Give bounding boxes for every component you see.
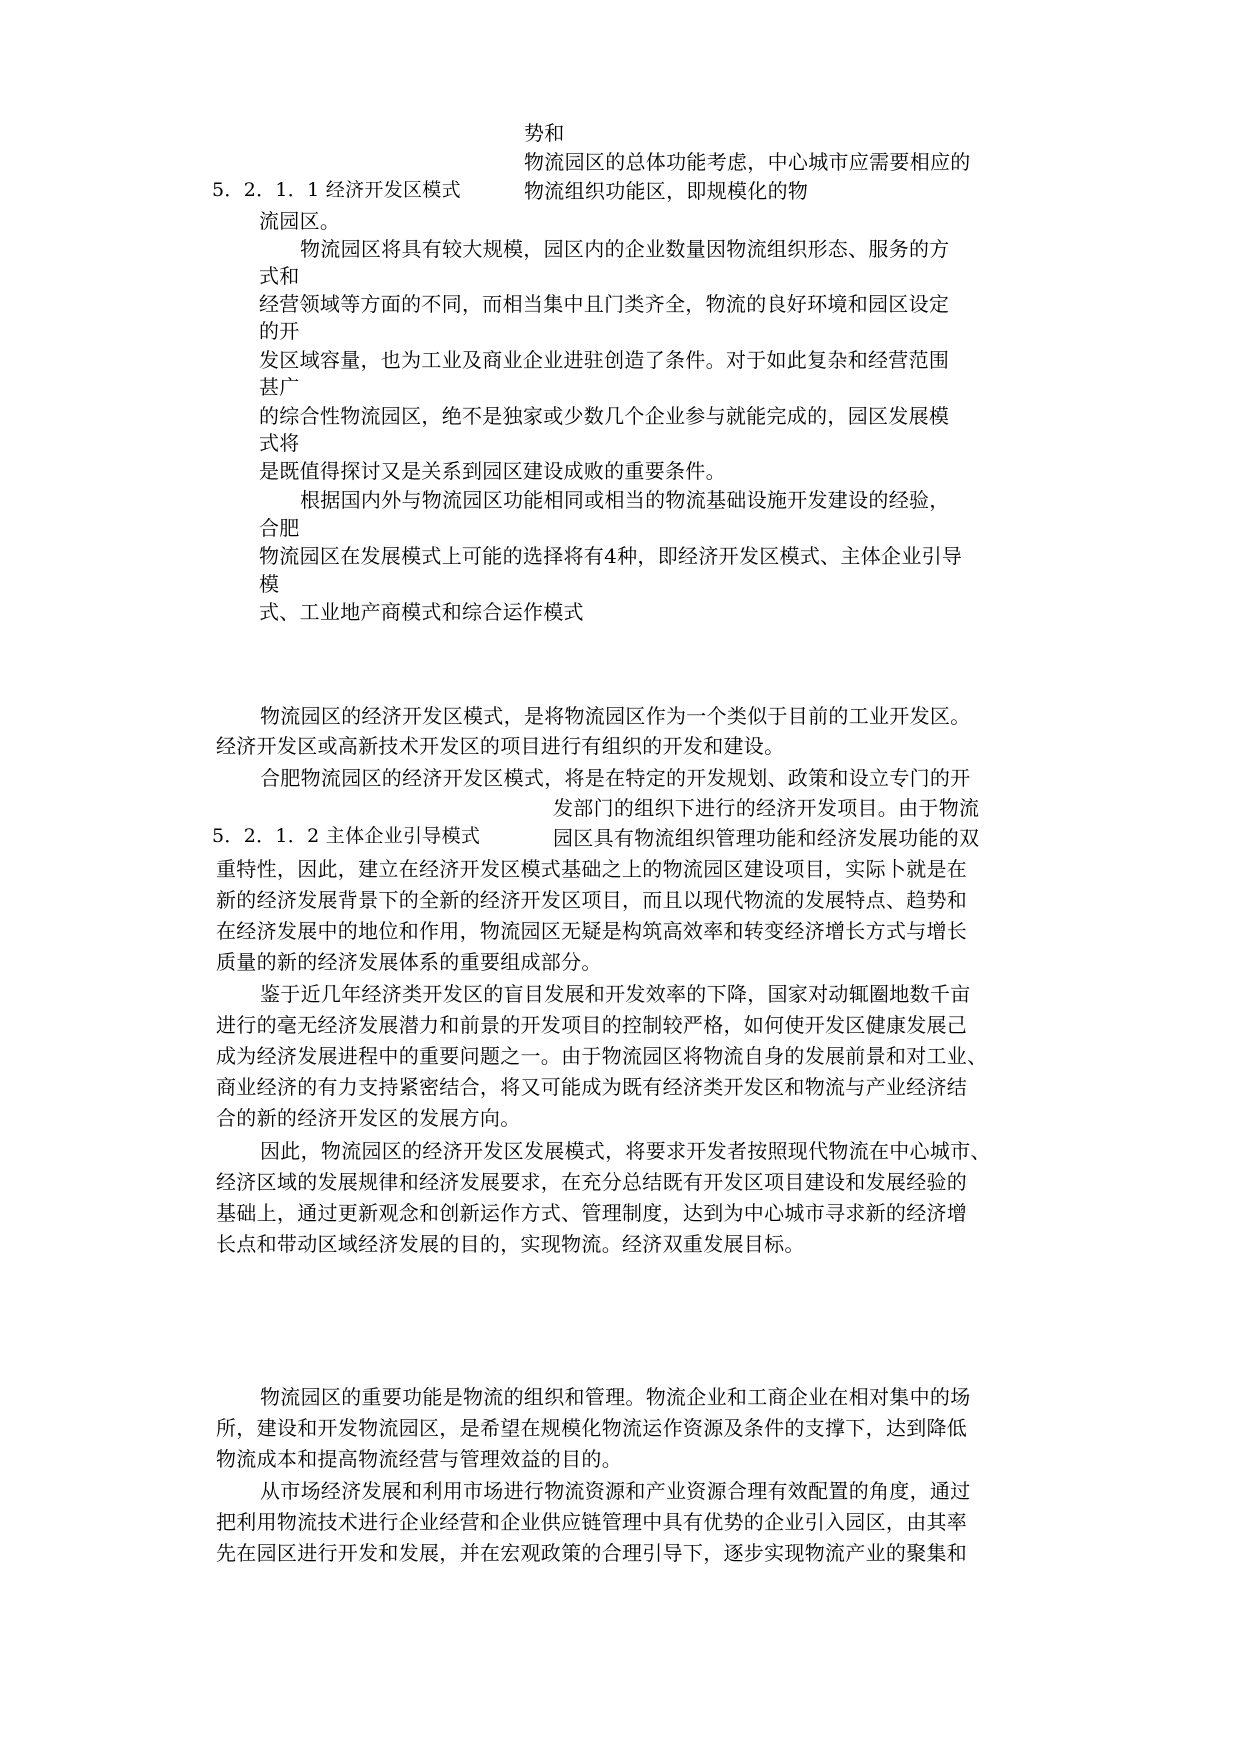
text-line: 把利用物流技术进行企业经营和企业供应链管理中具有优势的企业引入园区，由其率 (216, 1510, 968, 1534)
text-line: 鉴于近几年经济类开发区的盲目发展和开发效率的下降，国家对动辄圈地数千亩 (260, 982, 971, 1006)
text-line: 物流园区的经济开发区模式，是将物流园区作为一个类似于目前的工业开发区。 (260, 704, 971, 728)
text-line: 所，建设和开发物流园区，是希望在规模化物流运作资源及条件的支撑下，达到降低 (216, 1416, 968, 1440)
text-line: 在经济发展中的地位和作用，物流园区无疑是构筑高效率和转变经济增长方式与增长 (216, 919, 968, 943)
text-line: 流园区。 (259, 209, 341, 233)
text-line: 甚广 (259, 375, 300, 399)
text-line: 因此，物流园区的经济开发区发展模式，将要求开发者按照现代物流在中心城市、 (260, 1139, 991, 1163)
text-line: 物流组织功能区，即规模化的物 (524, 179, 809, 203)
text-line: 基础上，通过更新观念和创新运作方式、管理制度，达到为中心城市寻求新的经济增 (216, 1201, 968, 1225)
text-line: 物流园区的总体功能考虑，中心城市应需要相应的 (524, 150, 971, 174)
text-line: 经营领域等方面的不同，而相当集中且门类齐全，物流的良好环境和园区设定 (259, 292, 950, 316)
text-line: 经济区域的发展规律和经济发展要求，在充分总结既有开发区项目建设和发展经验的 (216, 1170, 968, 1194)
text-line: 是既值得探讨又是关系到园区建设成败的重要条件。 (259, 459, 726, 483)
text-line: 从市场经济发展和利用市场进行物流资源和产业资源合理有效配置的角度，通过 (260, 1479, 971, 1503)
text-line: 的综合性物流园区，绝不是独家或少数几个企业参与就能完成的，园区发展模 (259, 404, 950, 428)
text-line: 经济开发区或高新技术开发区的项目进行有组织的开发和建设。 (216, 734, 785, 758)
text-line: 发部门的组织下进行的经济开发项目。由于物流 (553, 796, 980, 820)
text-line: 根据国内外与物流园区功能相同或相当的物流基础设施开发建设的经验， (300, 488, 950, 512)
section-heading: 5．2．1．1 经济开发区模式 (212, 179, 461, 201)
section-heading: 5．2．1．2 主体企业引导模式 (212, 825, 481, 847)
text-line: 合的新的经济开发区的发展方向。 (216, 1106, 521, 1130)
text-line: 新的经济发展背景下的全新的经济开发区项目，而且以现代物流的发展特点、趋势和 (216, 888, 968, 912)
text-line: 重特性，因此，建立在经济开发区模式基础之上的物流园区建设项目，实际卜就是在 (216, 857, 968, 881)
text-line: 模 (259, 572, 280, 596)
text-line: 式和 (259, 264, 300, 288)
text-line: 合肥物流园区的经济开发区模式，将是在特定的开发规划、政策和设立专门的开 (260, 766, 971, 790)
text-line: 园区具有物流组织管理功能和经济发展功能的双 (553, 826, 980, 850)
text-line: 物流园区的重要功能是物流的组织和管理。物流企业和工商企业在相对集中的场 (260, 1385, 971, 1409)
text-line: 先在园区进行开发和发展，并在宏观政策的合理引导下，逐步实现物流产业的聚集和 (216, 1541, 968, 1565)
text-line: 物流园区在发展模式上可能的选择将有4种，即经济开发区模式、主体企业引导 (259, 544, 963, 568)
text-line: 物流成本和提高物流经营与管理效益的目的。 (216, 1447, 622, 1471)
text-line: 式、工业地产商模式和综合运作模式 (259, 600, 584, 624)
text-line: 质量的新的经济发展体系的重要组成部分。 (216, 950, 602, 974)
text-line: 的开 (259, 319, 300, 343)
text-line: 势和 (524, 121, 565, 145)
text-line: 式将 (259, 431, 300, 455)
text-line: 长点和带动区域经济发展的目的，实现物流。经济双重发展目标。 (216, 1232, 805, 1256)
text-line: 进行的毫无经济发展潜力和前景的开发项目的控制较严格，如何使开发区健康发展己 (216, 1013, 968, 1037)
text-line: 成为经济发展进程中的重要问题之一。由于物流园区将物流自身的发展前景和对工业、 (216, 1044, 988, 1068)
text-line: 合肥 (259, 516, 300, 540)
text-line: 发区域容量，也为工业及商业企业进驻创造了条件。对于如此复杂和经营范围 (259, 348, 950, 372)
text-line: 物流园区将具有较大规模，园区内的企业数量因物流组织形态、服务的方 (300, 237, 950, 261)
text-line: 商业经济的有力支持紧密结合，将又可能成为既有经济类开发区和物流与产业经济结 (216, 1075, 968, 1099)
